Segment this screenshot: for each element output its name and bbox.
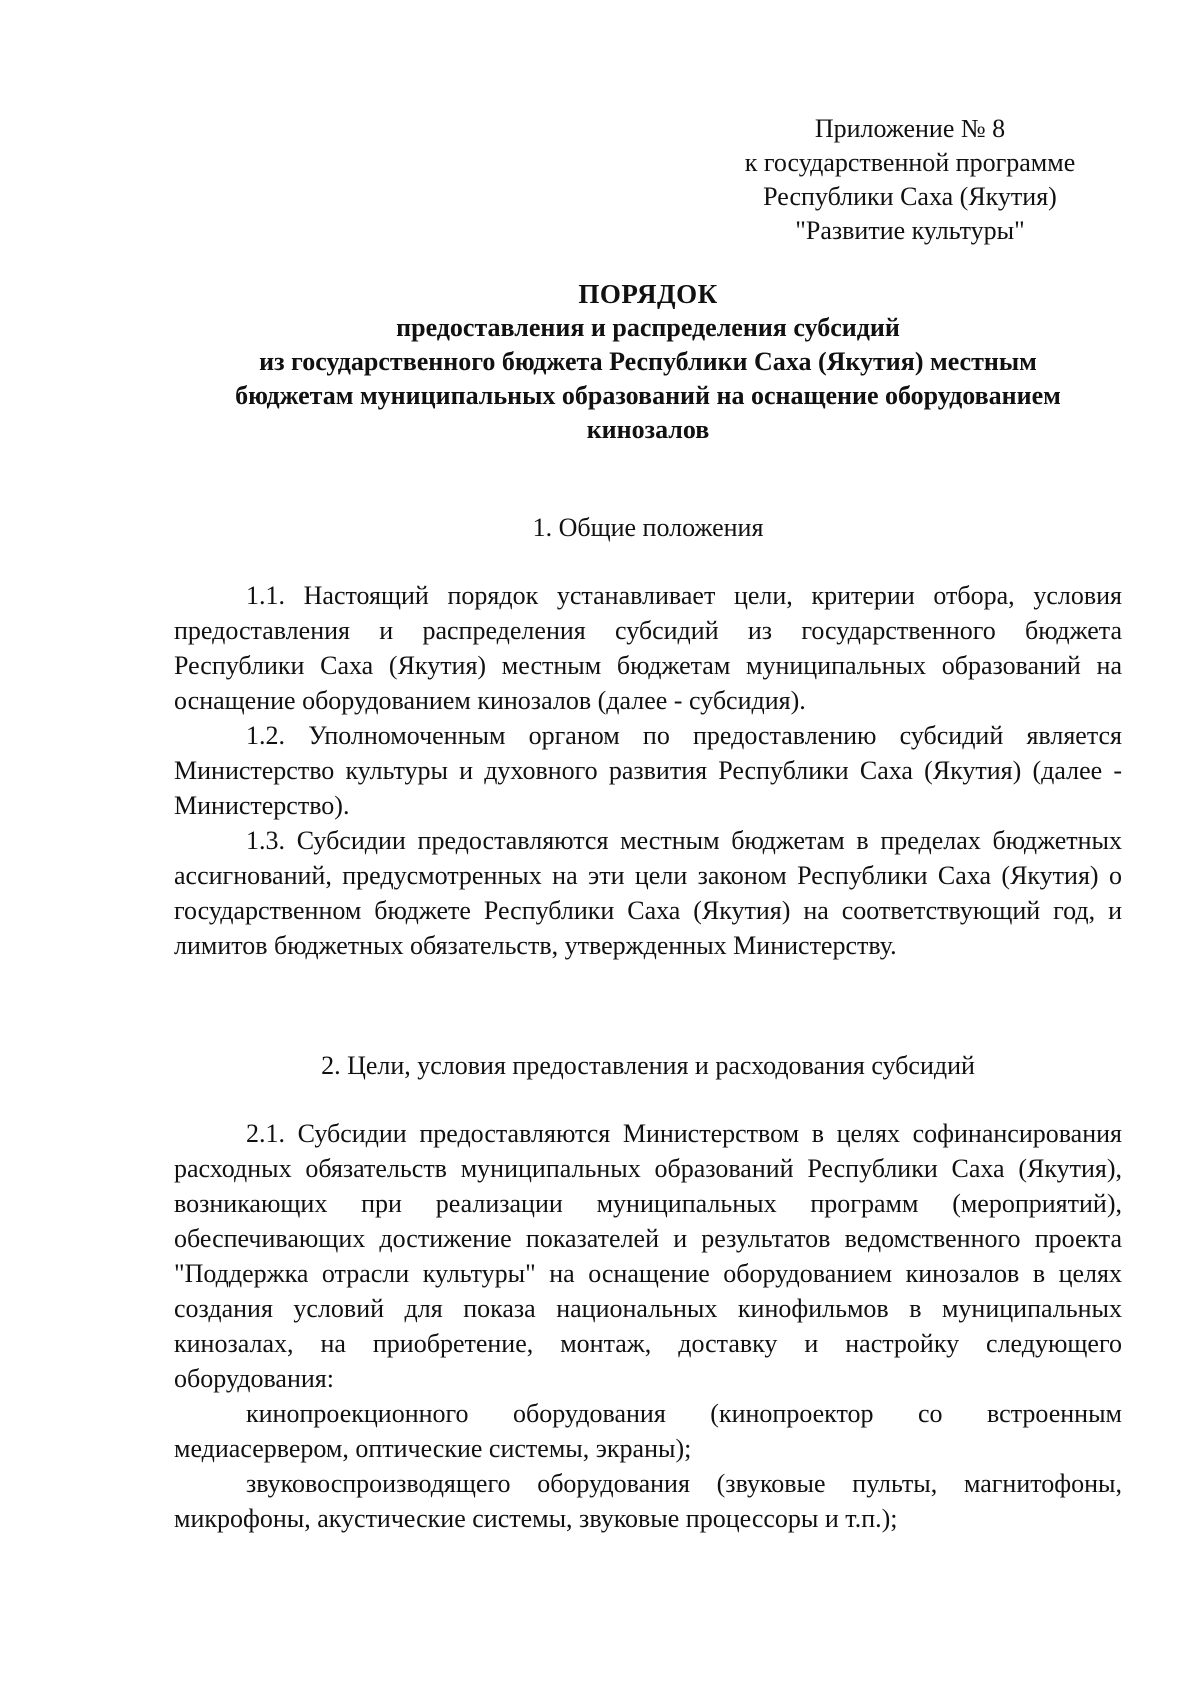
title-line-3: бюджетам муниципальных образований на оснащение оборудованием bbox=[235, 381, 1061, 410]
paragraph-1-3: 1.3. Субсидии предоставляются местным бюджетам в пределах бюджетных ассигнований, предусмотренных на эти цели законом Республики Саха (Якутия) о государственном бюджете Республики Саха (Якутия) на соответствующий год, и лимитов бюджетных обязательств, утвержденных Министерству. bbox=[174, 826, 1122, 960]
section-2-body bbox=[174, 1116, 1122, 1536]
appendix-number: Приложение № 8 bbox=[814, 114, 1006, 143]
appendix-republic: Республики Саха (Якутия) bbox=[763, 182, 1057, 211]
title-main: ПОРЯДОК bbox=[578, 279, 718, 309]
title-line-2: из государственного бюджета Республики Саха (Якутия) местным bbox=[259, 347, 1037, 376]
appendix-program-name: "Развитие культуры" bbox=[795, 216, 1025, 245]
paragraph-1-1: 1.1. Настоящий порядок устанавливает цели, критерии отбора, условия предоставления и распределения субсидий из государственного бюджета Республики Саха (Якутия) местным бюджетам муниципальных образований на оснащение оборудованием кинозалов (далее - субсидия). bbox=[174, 581, 1122, 715]
appendix-header bbox=[700, 112, 1120, 248]
paragraph-2-1: 2.1. Субсидии предоставляются Министерством в целях софинансирования расходных обязательств муниципальных образований Республики Саха (Якутия), возникающих при реализации муниципальных программ (мероприятий), обеспечивающих достижение показателей и результатов ведомственного проекта "Поддержка отрасли культуры" на оснащение оборудованием кинозалов в целях создания условий для показа национальных кинофильмов в муниципальных кинозалах, на приобретение, монтаж, доставку и настройку следующего оборудования: bbox=[174, 1119, 1122, 1393]
title-line-4: кинозалов bbox=[586, 415, 710, 444]
section-1-heading: 1. Общие положения bbox=[532, 513, 764, 542]
section-2-heading: 2. Цели, условия предоставления и расходования субсидий bbox=[321, 1051, 975, 1080]
paragraph-2-1-item-2: звуковоспроизводящего оборудования (звуковые пульты, магнитофоны, микрофоны, акустические системы, звуковые процессоры и т.п.); bbox=[174, 1469, 1122, 1533]
appendix-program: к государственной программе bbox=[744, 148, 1076, 177]
paragraph-2-1-item-1: кинопроекционного оборудования (кинопроектор со встроенным медиасервером, оптические системы, экраны); bbox=[174, 1399, 1122, 1463]
paragraph-1-2: 1.2. Уполномоченным органом по предоставлению субсидий является Министерство культуры и духовного развития Республики Саха (Якутия) (далее - Министерство). bbox=[174, 721, 1122, 820]
section-1-body bbox=[174, 578, 1122, 963]
title-line-1: предоставления и распределения субсидий bbox=[396, 313, 900, 342]
document-title bbox=[174, 277, 1122, 447]
